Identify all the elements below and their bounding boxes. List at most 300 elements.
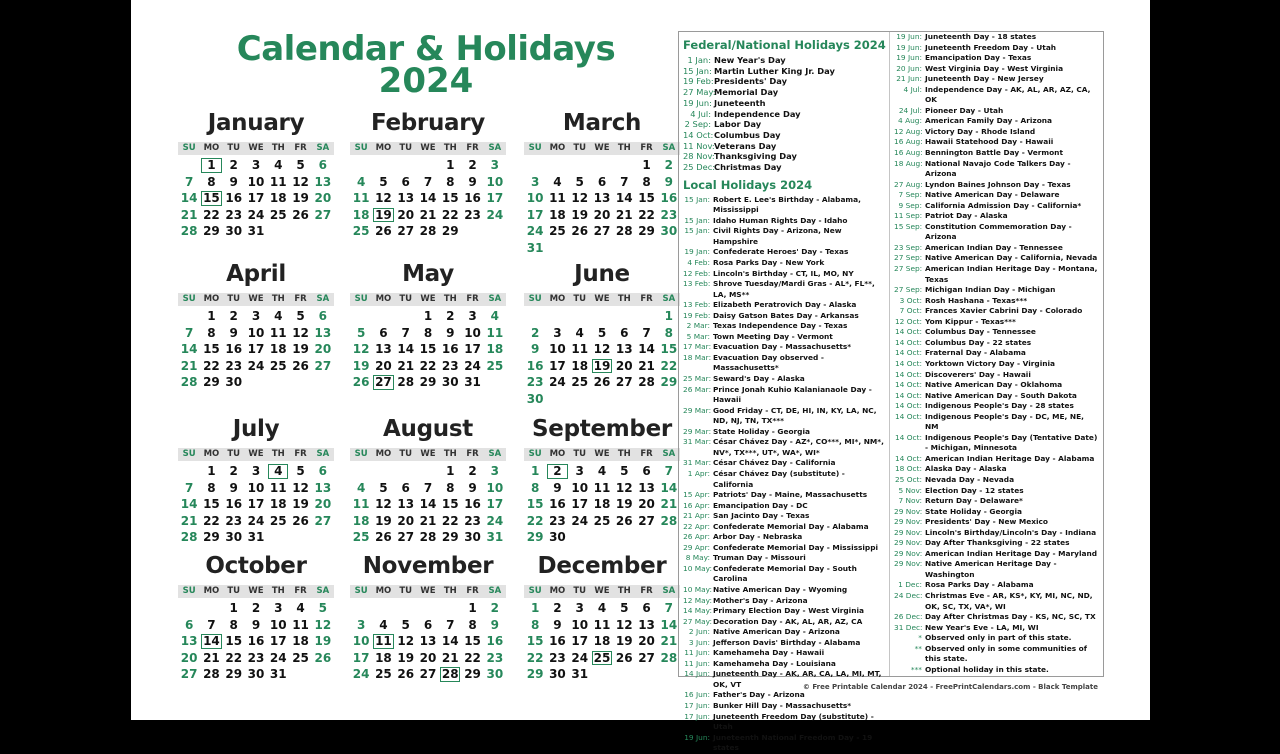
holiday-name: Confederate Memorial Day - South Carolina [713,563,857,584]
day-grid [178,600,334,683]
month-name: February [370,110,485,136]
day-cell: 19 [292,191,309,205]
empty-cell [524,157,546,174]
day-cell: 7 [446,617,455,632]
holiday-name: César Chávez Day - AZ*, CO***, MI*, NM*, NV*, TX***, UT*, WA*, WI* [713,437,884,457]
empty-cell [178,308,200,325]
day-cell: 24 [549,375,566,389]
holiday-date: 19 Jun: [896,32,922,41]
holiday-date: 19 Feb: [683,310,711,320]
day-cell: 29 [203,530,220,544]
day-cell: 26 [375,530,392,544]
day-cell: 6 [318,158,328,172]
day-cell: 7 [184,480,194,495]
holiday-date: 12 Feb: [683,268,711,278]
month-name: October [205,553,307,579]
empty-cell [395,308,417,325]
day-cell: 4 [274,309,283,323]
weekday-label: FR [466,143,479,153]
weekday-label: WE [420,143,436,153]
day-cell: 2 [229,158,238,172]
weekday-label: TH [443,143,457,153]
day-cell: 7 [423,480,433,495]
holiday-name: Veterans Day [714,140,777,151]
holiday-name: Father's Day - Arizona [713,690,805,700]
weekday-label: SA [316,586,330,596]
day-cell: 22 [526,513,544,528]
holiday-entry [683,659,886,670]
holiday-date: 24 Dec: [894,590,923,600]
day-cell: 15 [225,634,243,648]
day-cell: 10 [247,480,265,495]
weekday-label: MO [203,586,220,596]
day-cell: 18 [486,342,504,356]
day-cell: 2 [229,464,238,478]
holiday-name: Lincoln's Birthday - CT, IL, MO, NY [713,268,854,278]
holiday-date: 17 Jun: [684,700,710,710]
holiday-day-cell: 1 [200,157,222,174]
day-cell: 8 [468,617,477,632]
day-cell: 1 [229,601,238,615]
day-cell: 30 [247,667,265,681]
holiday-name: Columbus Day - 22 states [925,337,1032,347]
holiday-entry [683,109,886,120]
day-grid [524,463,680,546]
day-cell: 31 [247,530,265,544]
day-cell: 4 [553,174,562,189]
day-cell: 8 [207,174,216,189]
holiday-entry [894,43,1100,54]
month-name: April [226,261,286,287]
holiday-date: 12 Aug: [894,126,923,136]
weekday-label: TU [399,143,413,153]
holiday-name: Kamehameha Day - Hawaii [713,648,825,658]
holiday-entry [894,486,1100,497]
day-cell: 20 [397,513,415,528]
holiday-date: 15 Apr: [683,490,710,500]
day-cell: 16 [464,191,481,205]
day-cell: 18 [571,358,589,373]
holiday-date: 29 Nov: [894,506,923,516]
empty-cell [613,308,635,325]
day-cell: 28 [203,667,220,681]
day-cell: 25 [269,513,287,528]
weekday-header [524,448,680,461]
day-cell: 24 [247,358,265,373]
day-cell: 6 [642,601,651,615]
holiday-entry [894,633,1100,644]
holiday-date: 28 Nov: [683,151,715,162]
holiday-date: 21 Apr: [683,511,710,521]
day-cell: 21 [419,207,437,222]
day-cell: 17 [247,191,265,205]
holiday-entry [894,137,1100,148]
day-cell: 25 [352,224,370,238]
day-cell: 7 [664,464,674,478]
day-cell: 19 [292,497,309,511]
holiday-name: Juneteenth Day - 18 states [925,32,1037,41]
day-cell: 24 [526,224,544,238]
holiday-name: Confederate Memorial Day - Alabama [713,521,869,531]
holiday-name: Alaska Day - Alaska [925,464,1007,474]
day-cell: 10 [526,191,544,205]
day-cell: 23 [225,358,243,373]
day-cell: 4 [356,480,366,495]
weekday-label: WE [594,586,610,596]
weekday-label: MO [549,143,566,153]
day-cell: 27 [638,513,655,528]
weekday-label: TU [399,586,413,596]
day-cell: 8 [423,325,433,340]
day-grid [178,157,334,240]
day-cell: 3 [553,325,562,340]
weekday-label: SA [662,294,676,304]
holiday-date: 14 Oct: [894,390,922,400]
day-cell: 5 [401,617,410,632]
holiday-name: Bennington Battle Day - Vermont [925,148,1063,158]
day-cell: 13 [314,480,332,495]
holiday-entry [894,116,1100,127]
page-year: 2024 [378,61,474,101]
day-cell: 23 [486,650,504,665]
holiday-name: Memorial Day [714,87,779,98]
day-cell: 18 [292,634,309,648]
holiday-name: Native American Day - Oklahoma [925,380,1063,390]
month-name: August [383,416,473,442]
day-cell: 14 [397,342,415,356]
holiday-entry [683,427,886,438]
holiday-entry [683,522,886,533]
holiday-entry [683,151,886,162]
holiday-date: 15 Jan: [684,194,710,204]
weekday-label: FR [294,143,307,153]
day-cell: 26 [615,650,633,665]
weekday-header [178,585,334,598]
weekday-label: SU [182,294,196,304]
holiday-date: 29 Apr: [683,542,710,552]
day-cell: 2 [446,309,455,323]
holiday-entry [894,496,1100,507]
day-cell: 15 [419,342,437,356]
day-cell: 9 [553,480,562,495]
holiday-date: 14 Oct: [894,411,922,421]
day-cell: 10 [571,617,589,632]
empty-cell [350,157,372,174]
holiday-entry [683,332,886,343]
weekday-label: TH [617,294,631,304]
day-cell: 6 [620,325,629,340]
day-cell: 19 [615,634,633,648]
day-cell: 13 [615,342,633,356]
empty-cell [350,600,372,617]
day-cell: 14 [419,497,437,511]
empty-cell [569,308,591,325]
day-cell: 21 [180,207,198,222]
day-cell: 5 [356,325,366,340]
day-grid [524,308,680,407]
day-cell: 3 [468,309,477,323]
day-cell: 20 [314,191,332,205]
holiday-entry [683,490,886,501]
holiday-entry [894,222,1100,243]
day-cell: 7 [620,174,629,189]
day-cell: 31 [464,375,481,389]
holiday-entry [894,201,1100,212]
day-cell: 29 [419,375,437,389]
holiday-entry [683,638,886,649]
holiday-entry [683,690,886,701]
holiday-entry [894,380,1100,391]
day-cell: 9 [468,174,477,189]
holiday-date: 10 May: [683,584,712,594]
weekday-label: TH [443,294,457,304]
holiday-date: 26 Dec: [894,612,923,622]
holiday-name: State Holiday - Georgia [713,426,810,436]
day-cell: 13 [314,174,332,189]
day-cell: 28 [397,375,415,389]
day-cell: 18 [269,497,287,511]
holiday-entry [683,55,886,66]
holiday-name: Election Day - 12 states [925,485,1024,495]
day-cell: 4 [379,617,388,632]
holiday-name: Constitution Commemoration Day - Arizona [925,221,1072,242]
empty-cell [524,308,546,325]
holiday-date: 19 Jun: [896,42,922,52]
holiday-name: Lyndon Baines Johnson Day - Texas [925,179,1071,189]
holiday-entry [894,243,1100,254]
month-february [350,108,506,240]
day-cell: 18 [269,191,287,205]
holiday-name: Rosh Hashana - Texas*** [925,295,1028,305]
day-cell: 9 [229,480,238,495]
holiday-name: New Year's Eve - LA, MI, WI [925,622,1039,632]
empty-cell [395,157,417,174]
holidays-column-right [890,32,1103,676]
day-cell: 26 [314,650,332,665]
holiday-date: 27 Sep: [894,253,923,263]
weekday-label: TU [227,449,241,459]
holiday-entry [683,279,886,300]
holiday-name: Patriot Day - Alaska [925,211,1008,221]
holiday-date: 14 Oct: [894,337,922,347]
day-cell: 30 [225,530,243,544]
day-cell: 20 [419,650,437,665]
holiday-date: ** [914,643,922,653]
calendar-page [131,0,1150,753]
holiday-entry [894,391,1100,402]
day-cell: 8 [664,325,674,340]
holiday-date: 29 Mar: [683,405,712,415]
day-cell: 24 [464,358,481,373]
empty-cell [350,463,372,480]
holiday-name: Frances Xavier Cabrini Day - Colorado [925,306,1083,316]
holiday-name: American Indian Heritage Day - Maryland [925,548,1098,558]
holiday-name: Return Day - Delaware* [925,496,1023,506]
weekday-header [178,293,334,306]
day-cell: 20 [314,342,332,356]
day-cell: 1 [423,309,433,323]
day-cell: 24 [247,513,265,528]
day-cell: 11 [593,617,611,632]
holiday-name: Christmas Day [714,162,782,173]
day-cell: 27 [615,375,633,389]
weekday-label: TH [271,294,285,304]
holiday-date: 7 Sep: [898,190,922,200]
holiday-date: 14 Oct: [683,129,714,140]
day-cell: 1 [642,158,651,172]
day-cell: 5 [379,174,388,189]
holiday-entry [894,264,1100,285]
weekday-label: SU [182,143,196,153]
holiday-date: 25 Mar: [683,374,712,384]
holiday-entry [683,269,886,280]
holiday-name: Evacuation Day - Massachusetts* [713,342,852,352]
local-holidays-list-2 [894,32,1100,675]
day-cell: 29 [464,667,481,681]
holiday-date: 1 Dec: [898,580,922,590]
weekday-header [350,585,506,598]
holiday-name: Juneteenth Freedom Day (substitute) - Utah [713,711,874,732]
day-cell: 2 [490,601,500,615]
day-cell: 27 [314,207,332,222]
holiday-name: Independence Day [714,108,801,119]
holiday-entry [683,437,886,458]
holiday-name: Observed only in some communities of this state. [925,643,1087,664]
holiday-date: 19 Jun: [684,732,710,742]
month-july [178,414,334,546]
holiday-date: 25 Oct: [894,474,922,484]
day-cell: 18 [375,650,392,665]
day-cell: 4 [575,325,584,340]
holiday-date: 17 Jun: [684,711,710,721]
holiday-date: 1 Apr: [687,468,710,478]
weekday-label: MO [375,449,392,459]
holiday-date: 14 Oct: [894,380,922,390]
holiday-name: Juneteenth Day - New Jersey [925,74,1044,84]
month-name: January [207,110,305,136]
day-cell: 15 [660,342,678,356]
holiday-name: Victory Day - Rhode Island [925,126,1036,136]
day-cell: 26 [615,513,633,528]
day-grid [178,463,334,546]
day-cell: 11 [269,174,287,189]
day-cell: 22 [419,358,437,373]
day-cell: 4 [356,174,366,189]
day-cell: 20 [397,207,415,222]
holiday-day-cell: 19 [591,358,613,375]
holiday-date: 16 Aug: [894,137,923,147]
day-cell: 17 [247,342,265,356]
holiday-date: 21 Jun: [896,74,922,84]
holiday-entry [894,53,1100,64]
day-cell: 28 [638,375,655,389]
holiday-entry [894,317,1100,328]
holiday-name: Optional holiday in this state. [925,664,1049,674]
holiday-name: Robert E. Lee's Birthday - Alabama, Mississippi [713,194,861,215]
day-cell: 30 [526,391,544,406]
day-cell: 25 [352,530,370,544]
holiday-entry [683,321,886,332]
day-cell: 4 [597,601,607,615]
holiday-date: 27 May: [683,616,712,626]
day-cell: 13 [593,191,611,205]
month-september [524,414,680,546]
holiday-name: Arbor Day - Nebraska [713,532,803,542]
empty-cell [417,600,439,617]
holiday-date: 19 Feb: [683,76,714,87]
holiday-date: 19 Jan: [684,247,710,257]
day-cell: 17 [549,358,566,373]
day-cell: 28 [419,224,437,238]
holiday-name: Bunker Hill Day - Massachusetts* [713,700,852,710]
holiday-entry [683,617,886,628]
day-cell: 11 [549,191,566,205]
holiday-date: 9 Sep: [898,200,922,210]
day-cell: 7 [184,325,194,340]
day-cell: 16 [225,497,243,511]
holiday-date: 1 Jan: [687,55,711,65]
weekday-label: WE [248,449,264,459]
day-cell: 26 [375,224,392,238]
day-cell: 18 [352,207,370,222]
weekday-label: MO [203,143,220,153]
holiday-name: Juneteenth [714,97,766,108]
day-cell: 16 [549,497,566,511]
day-cell: 6 [597,174,607,189]
day-cell: 20 [375,358,392,373]
day-cell: 16 [549,634,566,648]
holiday-entry [683,195,886,216]
holiday-entry [683,511,886,522]
holiday-entry [683,385,886,406]
holiday-date: 20 Jun: [896,63,922,73]
holiday-day-cell: 2 [546,463,568,480]
holiday-entry [683,627,886,638]
holiday-entry [894,433,1100,454]
day-cell: 21 [397,358,415,373]
holiday-entry [683,712,886,733]
day-cell: 27 [419,667,437,681]
holiday-name: Elizabeth Peratrovich Day - Alaska [713,300,857,310]
day-cell: 1 [446,464,455,478]
day-cell: 30 [660,224,678,238]
holiday-entry [894,211,1100,222]
holiday-entry [894,180,1100,191]
holiday-date: 5 Nov: [898,485,922,495]
day-cell: 9 [229,174,238,189]
day-cell: 22 [526,650,544,665]
day-cell: 16 [486,634,504,648]
holiday-date: *** [910,664,922,674]
holiday-entry [894,412,1100,433]
empty-cell [350,308,372,325]
day-cell: 3 [530,174,540,189]
day-cell: 9 [468,480,477,495]
holiday-date: 14 Oct: [894,369,922,379]
empty-cell [546,157,568,174]
page-title: Calendar & Holidays [236,29,616,69]
day-cell: 28 [660,650,678,665]
day-cell: 19 [397,650,415,665]
day-cell: 14 [660,480,678,495]
holiday-name: Texas Independence Day - Texas [713,321,848,331]
empty-cell [591,308,613,325]
day-cell: 29 [225,667,243,681]
day-cell: 12 [397,634,415,648]
day-cell: 2 [553,601,562,615]
holiday-day-cell: 28 [439,666,461,683]
holiday-entry [894,580,1100,591]
